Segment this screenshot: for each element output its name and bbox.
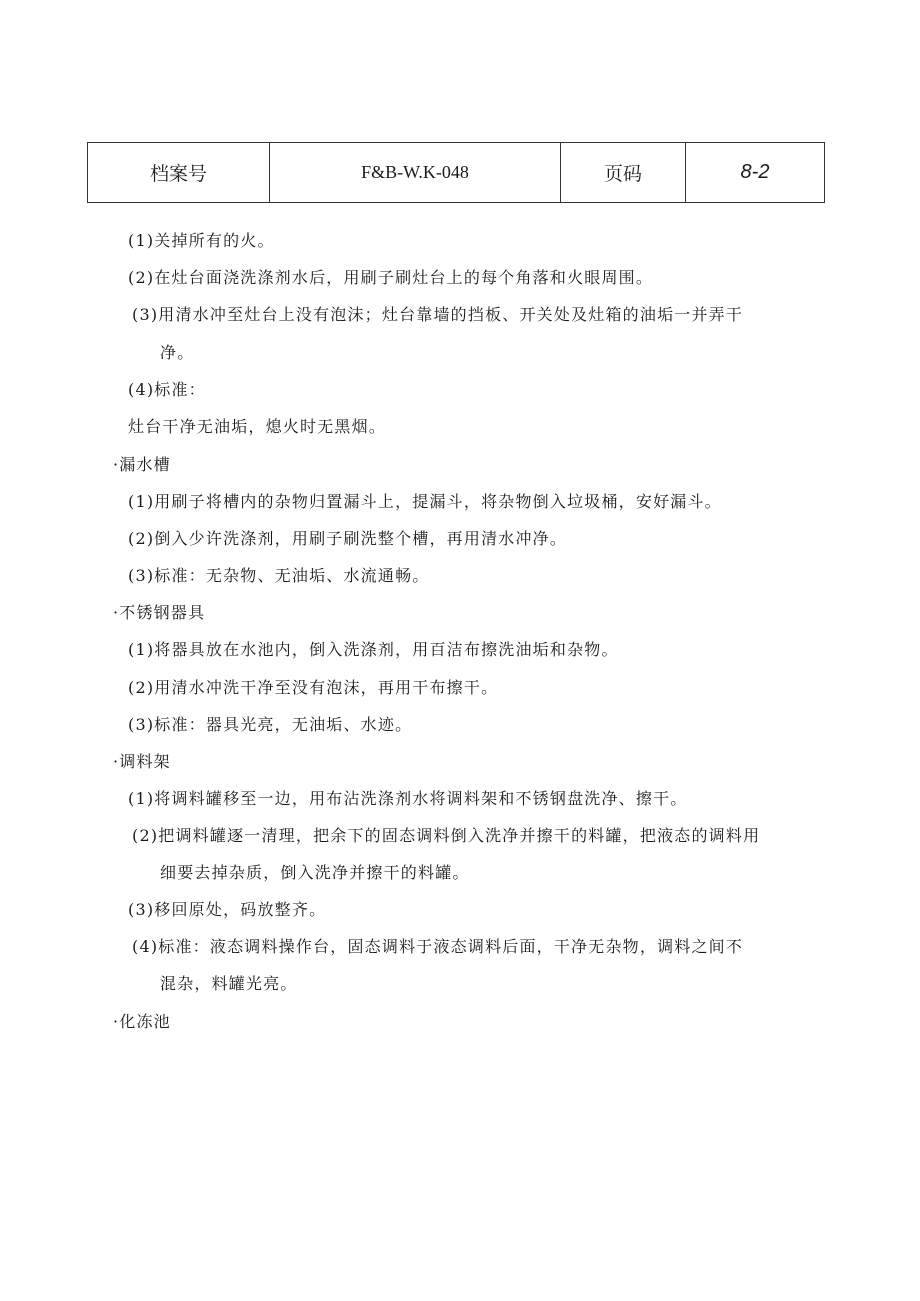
text-line: 净。 (160, 343, 195, 362)
text-line: (3)标准：无杂物、无油垢、水流通畅。 (128, 566, 430, 585)
page-label: 页码 (561, 143, 686, 203)
text-line: (1)将器具放在水池内，倒入洗涤剂，用百洁布擦洗油垢和杂物。 (128, 640, 619, 659)
text-line: (2)在灶台面浇洗涤剂水后，用刷子刷灶台上的每个角落和火眼周围。 (128, 268, 654, 287)
text-line: (3)标准：器具光亮，无油垢、水迹。 (128, 715, 413, 734)
text-line: (1)关掉所有的火。 (128, 231, 275, 250)
text-line: 混杂，料罐光亮。 (160, 974, 298, 993)
text-line: (4)标准： (128, 380, 206, 399)
file-number-value: F&B-W.K-048 (270, 143, 561, 203)
file-number-label: 档案号 (88, 143, 270, 203)
document-header-table (87, 142, 825, 203)
section-heading: ·化冻池 (113, 1012, 171, 1031)
text-line: (3)移回原处，码放整齐。 (128, 900, 327, 919)
section-heading: ·调料架 (113, 752, 171, 771)
text-line: (1)用刷子将槽内的杂物归置漏斗上，提漏斗，将杂物倒入垃圾桶，安好漏斗。 (128, 492, 722, 511)
text-line: (3)用清水冲至灶台上没有泡沫；灶台靠墙的挡板、开关处及灶箱的油垢一并弄干 (132, 305, 744, 324)
section-heading: ·漏水槽 (113, 455, 171, 474)
text-line: 细要去掉杂质，倒入洗净并擦干的料罐。 (160, 863, 470, 882)
text-line: (4)标准：液态调料操作台，固态调料于液态调料后面，干净无杂物，调料之间不 (132, 937, 744, 956)
text-line: 灶台干净无油垢，熄火时无黑烟。 (128, 417, 387, 436)
text-line: (2)把调料罐逐一清理，把余下的固态调料倒入洗净并擦干的料罐，把液态的调料用 (132, 826, 761, 845)
text-line: (1)将调料罐移至一边，用布沾洗涤剂水将调料架和不锈钢盘洗净、擦干。 (128, 789, 688, 808)
section-heading: ·不锈钢器具 (113, 603, 206, 622)
text-line: (2)倒入少许洗涤剂，用刷子刷洗整个槽，再用清水冲净。 (128, 529, 568, 548)
page-number-value: 8-2 (686, 143, 825, 203)
text-line: (2)用清水冲洗干净至没有泡沫，再用干布擦干。 (128, 678, 499, 697)
